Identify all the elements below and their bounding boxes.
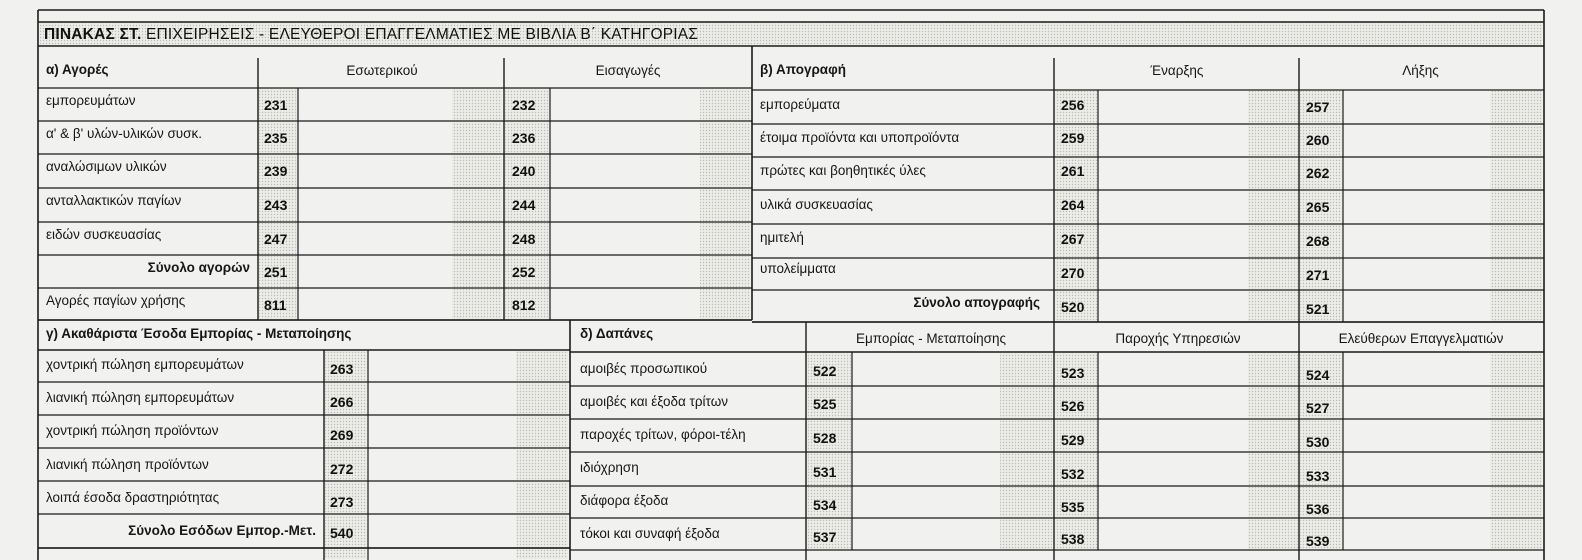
revenue-row-label: λοιπά έσοδα δραστηριότητας	[46, 490, 220, 505]
purchases-row-label: αναλώσιμων υλικών	[46, 159, 167, 174]
purchases-row-label: ειδών συσκευασίας	[46, 227, 162, 242]
code-536: 536	[1306, 501, 1330, 517]
entry-box-shade	[1000, 387, 1052, 418]
entry-box-shade	[1490, 158, 1542, 189]
entry-box-shade	[1248, 453, 1298, 485]
expenses-row-label: παροχές τρίτων, φόροι-τέλη	[580, 427, 746, 442]
entry-box-shade	[452, 122, 502, 153]
code-248: 248	[512, 231, 536, 247]
entry-box-shade	[452, 289, 502, 319]
entry-box-shade	[1248, 225, 1298, 257]
entry-box-shade	[1248, 420, 1298, 451]
entry-box-shade	[1490, 91, 1542, 123]
entry-box-shade	[1000, 487, 1052, 517]
entry-box-shade	[516, 549, 568, 559]
code-520: 520	[1061, 299, 1085, 315]
code-263: 263	[330, 361, 354, 377]
entry-box-shade	[1248, 125, 1298, 156]
entry-box-shade	[516, 416, 568, 447]
table-code: ΠΙΝΑΚΑΣ ΣΤ.	[44, 26, 142, 43]
code-259: 259	[1061, 130, 1085, 146]
entry-box-shade	[1490, 259, 1542, 289]
code-260: 260	[1306, 132, 1330, 148]
code-273: 273	[330, 494, 354, 510]
inventory-heading: β) Απογραφή	[760, 62, 847, 77]
code-264: 264	[1061, 197, 1085, 213]
entry-box-shade	[452, 223, 502, 254]
code-531: 531	[813, 464, 837, 480]
code-232: 232	[512, 97, 536, 113]
entry-box-shade	[1490, 420, 1542, 451]
entry-box-shade	[1248, 259, 1298, 289]
entry-box-shade	[1248, 353, 1298, 385]
revenue-row-label: χοντρική πώληση προϊόντων	[46, 423, 219, 438]
code-540: 540	[330, 525, 354, 541]
code-236: 236	[512, 130, 536, 146]
entry-box-shade	[1248, 91, 1298, 123]
inventory-row-label: εμπορεύματα	[760, 97, 841, 112]
entry-box-shade	[1490, 225, 1542, 257]
entry-box-shade	[700, 122, 750, 153]
code-539: 539	[1306, 533, 1330, 549]
entry-box-shade	[700, 256, 750, 287]
code-535: 535	[1061, 499, 1085, 515]
expenses-row-label: τόκοι και συναφή έξοδα	[580, 526, 720, 541]
code-266: 266	[330, 394, 354, 410]
expenses-col-trade: Εμπορίας - Μεταποίησης	[855, 331, 1007, 346]
inventory-total-label: Σύνολο απογραφής	[913, 295, 1040, 310]
code-243: 243	[264, 197, 288, 213]
entry-box-shade	[1490, 191, 1542, 223]
entry-box-shade	[1248, 487, 1298, 517]
code-530: 530	[1306, 434, 1330, 450]
code-267: 267	[1061, 231, 1085, 247]
entry-box-shade	[700, 89, 750, 120]
code-523: 523	[1061, 365, 1085, 381]
entry-box-shade	[1000, 453, 1052, 485]
entry-box-shade	[1490, 353, 1542, 385]
entry-box-shade	[452, 256, 502, 287]
purchases-col-imports: Εισαγωγές	[595, 63, 661, 78]
code-533: 533	[1306, 468, 1330, 484]
code-271: 271	[1306, 267, 1330, 283]
code-272: 272	[330, 461, 354, 477]
purchases-row-label: α' & β' υλών-υλικών συσκ.	[46, 126, 203, 141]
entry-box-shade	[1490, 487, 1542, 517]
entry-box-shade	[1490, 125, 1542, 156]
entry-box-shade	[1490, 291, 1542, 321]
entry-box-shade	[700, 223, 750, 254]
code-534: 534	[813, 497, 837, 513]
code-521: 521	[1306, 301, 1330, 317]
code-812: 812	[512, 297, 536, 313]
purchases-row-label: εμπορευμάτων	[46, 93, 136, 108]
entry-box-shade	[1248, 387, 1298, 418]
expenses-row-label: διάφορα έξοδα	[580, 493, 669, 508]
code-262: 262	[1306, 165, 1330, 181]
entry-box-shade	[1248, 291, 1298, 321]
inventory-row-label: υλικά συσκευασίας	[760, 197, 873, 212]
expenses-row-label: αμοιβές και έξοδα τρίτων	[580, 394, 728, 409]
entry-box-shade	[1490, 519, 1542, 549]
inventory-row-label: ημιτελή	[760, 230, 804, 245]
revenue-heading: γ) Ακαθάριστα Έσοδα Εμπορίας - Μεταποίησης	[46, 326, 352, 341]
code-256: 256	[1061, 97, 1085, 113]
purchases-col-domestic: Εσωτερικού	[346, 63, 418, 78]
code-240: 240	[512, 163, 536, 179]
expenses-col-services: Παροχής Υπηρεσιών	[1115, 331, 1241, 346]
entry-box-shade	[452, 155, 502, 187]
entry-box-shade	[516, 515, 568, 547]
entry-box-shade	[1490, 387, 1542, 418]
code-257: 257	[1306, 99, 1330, 115]
entry-box-shade	[452, 89, 502, 120]
purchases-row-label: ανταλλακτικών παγίων	[46, 193, 182, 208]
revenue-total-label: Σύνολο Εσόδων Εμπορ.-Μετ.	[128, 523, 316, 538]
revenue-row-label: λιανική πώληση εμπορευμάτων	[46, 390, 235, 405]
code-537: 537	[813, 529, 837, 545]
entry-box-shade	[1248, 519, 1298, 549]
inventory-row-label: υπολείμματα	[760, 261, 836, 276]
purchases-row-label: Αγορές παγίων χρήσης	[46, 293, 186, 308]
code-235: 235	[264, 130, 288, 146]
inventory-col-end: Λήξης	[1402, 63, 1439, 78]
revenue-row-label: χοντρική πώληση εμπορευμάτων	[46, 357, 244, 372]
inventory-row-label: πρώτες και βοηθητικές ύλες	[760, 163, 926, 178]
expenses-row-label: ιδιόχρηση	[580, 460, 639, 475]
code-529: 529	[1061, 432, 1085, 448]
code-522: 522	[813, 363, 837, 379]
entry-box-shade	[1000, 353, 1052, 385]
code-252: 252	[512, 264, 536, 280]
expenses-heading: δ) Δαπάνες	[580, 326, 654, 341]
code-526: 526	[1061, 398, 1085, 414]
code-261: 261	[1061, 163, 1085, 179]
code-527: 527	[1306, 400, 1330, 416]
entry-box-shade	[1490, 453, 1542, 485]
code-524: 524	[1306, 367, 1330, 383]
entry-box-shade	[516, 449, 568, 480]
code-525: 525	[813, 396, 837, 412]
code-231: 231	[264, 97, 288, 113]
entry-box-shade	[516, 351, 568, 381]
code-811: 811	[264, 297, 287, 313]
inventory-col-start: Έναρξης	[1150, 63, 1204, 78]
entry-box-shade	[1000, 420, 1052, 451]
code-269: 269	[330, 427, 354, 443]
code-239: 239	[264, 163, 288, 179]
entry-box-shade	[516, 482, 568, 513]
code-528: 528	[813, 430, 837, 446]
expenses-col-freelancers: Ελεύθερων Επαγγελματιών	[1338, 331, 1504, 346]
expenses-row-label: αμοιβές προσωπικού	[580, 361, 708, 376]
page-title	[44, 26, 698, 44]
purchases-total-label: Σύνολο αγορών	[147, 260, 250, 275]
code-247: 247	[264, 231, 288, 247]
code-268: 268	[1306, 233, 1330, 249]
inventory-row-label: έτοιμα προϊόντα και υποπροϊόντα	[760, 130, 960, 145]
code-270: 270	[1061, 265, 1085, 281]
code-538: 538	[1061, 531, 1085, 547]
code-244: 244	[512, 197, 536, 213]
code-265: 265	[1306, 199, 1330, 215]
entry-box-shade	[700, 189, 750, 221]
code-251: 251	[264, 264, 288, 280]
purchases-heading: α) Αγορές	[46, 62, 109, 77]
entry-box-shade	[1248, 158, 1298, 189]
table-title: ΕΠΙΧΕΙΡΗΣΕΙΣ - ΕΛΕΥΘΕΡΟΙ ΕΠΑΓΓΕΛΜΑΤΙΕΣ ΜΕ ΒΙΒΛΙΑ Β΄ ΚΑΤΗΓΟΡΙΑΣ	[145, 26, 699, 43]
entry-box-shade	[1248, 191, 1298, 223]
code-box-shade	[325, 549, 367, 559]
entry-box-shade	[516, 383, 568, 414]
entry-box-shade	[700, 289, 750, 319]
entry-box-shade	[700, 155, 750, 187]
revenue-row-label: λιανική πώληση προϊόντων	[46, 457, 209, 472]
code-532: 532	[1061, 466, 1085, 482]
entry-box-shade	[1000, 519, 1052, 549]
entry-box-shade	[452, 189, 502, 221]
